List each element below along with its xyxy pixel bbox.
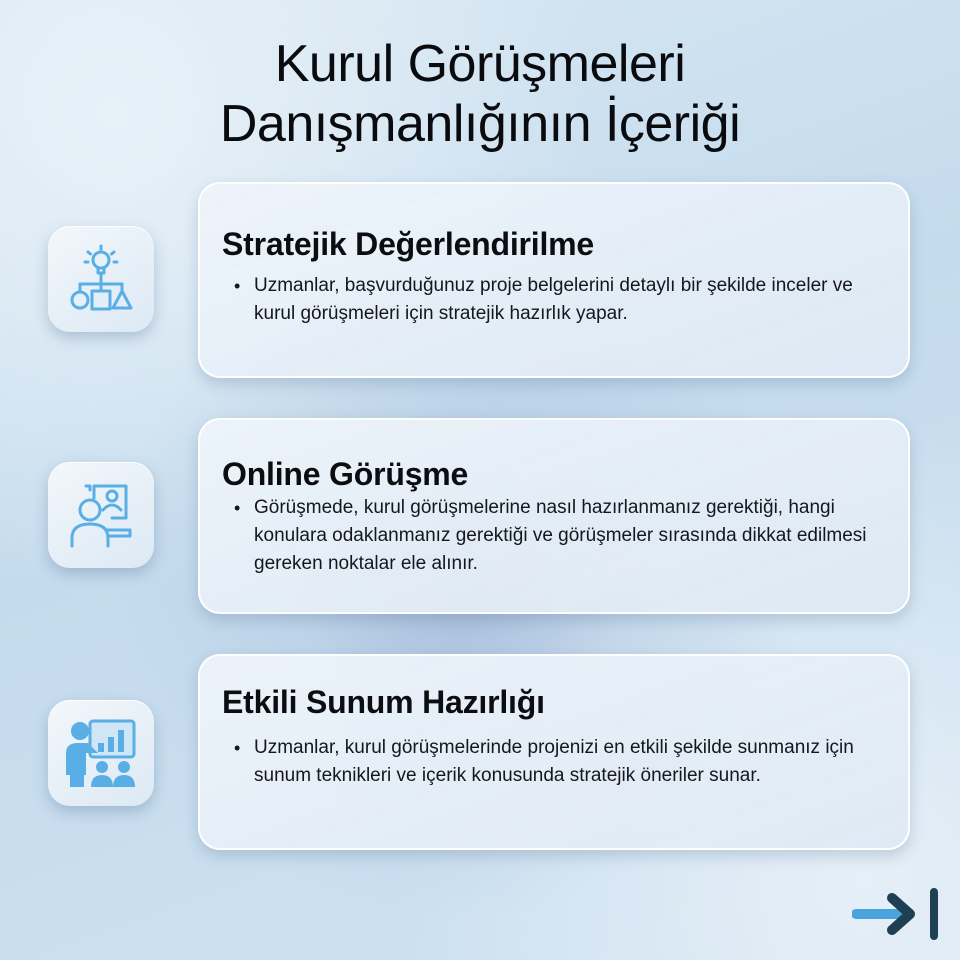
bullet-item: • Uzmanlar, kurul görüşmelerinde projenizi en etkili şekilde sunmanız için sunum teknikleri ve içerik konusunda stratejik öneriler sunar. bbox=[222, 734, 884, 790]
bullet-list bbox=[222, 272, 884, 328]
title-line-2: Danışmanlığının İçeriği bbox=[219, 95, 741, 153]
strategy-icon-tile bbox=[48, 226, 154, 332]
bullet-item: • Uzmanlar, başvurduğunuz proje belgelerini detaylı bir şekilde inceler ve kurul görüşmeleri için stratejik hazırlık yapar. bbox=[222, 272, 884, 328]
section-card-online-meeting bbox=[198, 418, 910, 614]
section-heading: Online Görüşme bbox=[222, 456, 469, 492]
bullet-item: • Görüşmede, kurul görüşmelerine nasıl hazırlanmanız gerektiği, hangi konulara odaklanmanız gerektiği ve görüşmeler sırasında dikkat edilmesi gereken noktalar ele alınır. bbox=[222, 494, 884, 578]
next-arrow-icon[interactable] bbox=[852, 886, 944, 944]
section-heading: Stratejik Değerlendirilme bbox=[222, 226, 595, 262]
presentation-icon bbox=[64, 717, 138, 789]
bullet-list bbox=[222, 734, 884, 790]
title-line-1: Kurul Görüşmeleri bbox=[274, 35, 686, 93]
section-card-strategy bbox=[198, 182, 910, 378]
online-meeting-icon bbox=[66, 480, 136, 550]
section-heading: Etkili Sunum Hazırlığı bbox=[222, 684, 545, 720]
meeting-icon-tile bbox=[48, 462, 154, 568]
page-title bbox=[0, 34, 960, 154]
bullet-list bbox=[222, 494, 884, 578]
presentation-icon-tile bbox=[48, 700, 154, 806]
section-card-presentation bbox=[198, 654, 910, 850]
strategy-flowchart-icon bbox=[68, 244, 134, 314]
